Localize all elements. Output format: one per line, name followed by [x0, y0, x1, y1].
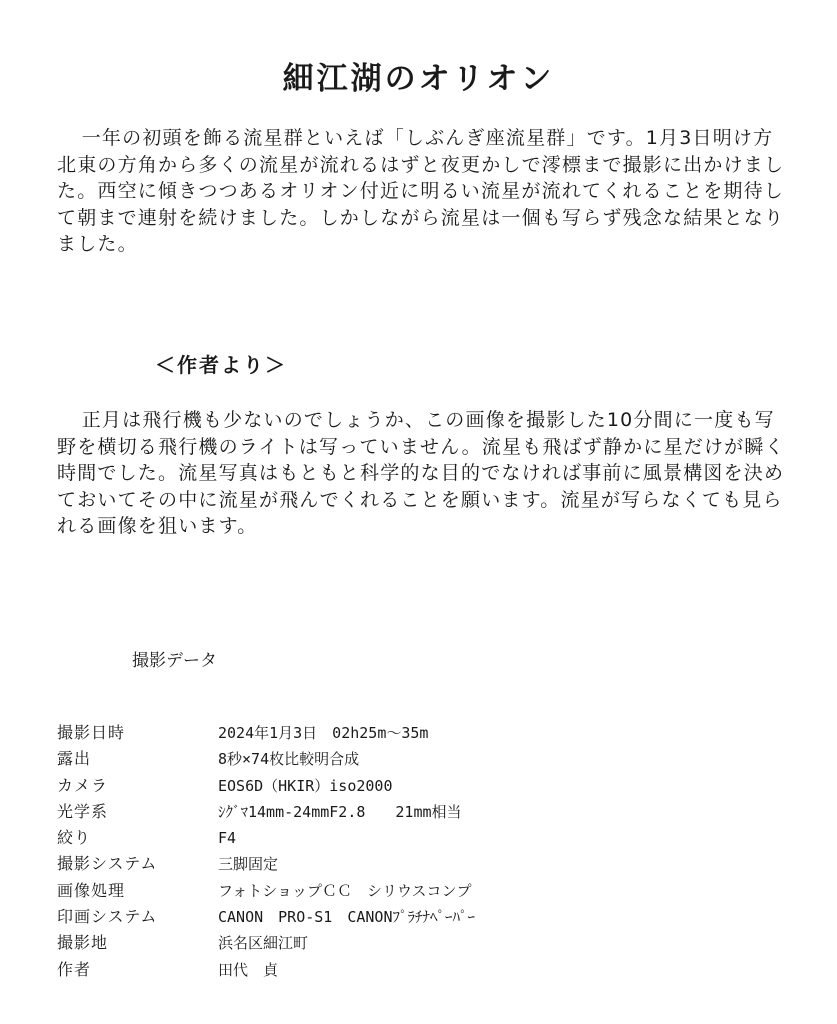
data-value: ｼｸﾞﾏ14mm-24mmF2.8 21mm相当: [218, 802, 462, 821]
table-row: [57, 957, 475, 983]
data-label: 露出: [57, 749, 92, 769]
data-value: CANON PRO-S1 CANONﾌﾟﾗﾁﾅﾍﾟｰﾊﾟｰ: [218, 908, 475, 927]
author-paragraph: 正月は飛行機も少ないのでしょうか、この画像を撮影した10分間に一度も写野を横切る飛行機のライトは写っていません。流星も飛ばず静かに星だけが瞬く時間でした。流星写真はもともと科学的な目的でなければ事前に風景構図を決めておいてその中に流星が飛んでくれることを願います。流星が写らなくても見られる画像を狙います。: [57, 409, 785, 537]
table-row: [57, 720, 475, 746]
data-value: 三脚固定: [218, 855, 279, 874]
data-label: 作者: [57, 959, 92, 979]
data-label: 撮影システム: [57, 854, 158, 874]
data-label: 画像処理: [57, 880, 126, 900]
data-label: 光学系: [57, 801, 109, 821]
data-value: F4: [218, 829, 237, 848]
table-row: [57, 746, 475, 772]
shooting-data-heading: 撮影データ: [132, 651, 217, 671]
intro-paragraph: 一年の初頭を飾る流星群といえば「しぶんぎ座流星群」です。1月3日明け方北東の方角から多くの流星が流れるはずと夜更かしで澪標まで撮影に出かけました。西空に傾きつつあるオリオン付近に明るい流星が流れてくれることを期待して朝まで連射を続けました。しかしながら流星は一個も写らず残念な結果となりました。: [57, 127, 785, 255]
data-value: 8秒×74枚比較明合成: [218, 750, 360, 769]
table-row: [57, 799, 475, 825]
data-label: 絞り: [57, 828, 92, 848]
page-title: 細江湖のオリオン: [282, 60, 555, 97]
data-label: カメラ: [57, 775, 109, 795]
shooting-data-table: [57, 720, 475, 983]
data-label: 撮影地: [57, 933, 109, 953]
table-row: [57, 904, 475, 930]
data-label: 撮影日時: [57, 723, 126, 742]
data-value: フォトショップＣＣ シリウスコンプ: [218, 881, 472, 900]
table-row: [57, 851, 475, 877]
table-row: [57, 878, 475, 904]
data-value: EOS6D（HKIR）iso2000: [218, 776, 393, 795]
table-row: [57, 930, 475, 956]
author-heading: ＜作者より＞: [155, 353, 287, 377]
table-row: [57, 773, 475, 799]
data-value: 浜名区細江町: [218, 934, 309, 953]
data-value: 田代 貞: [218, 960, 279, 979]
data-label: 印画システム: [57, 907, 158, 927]
data-value: 2024年1月3日 02h25m〜35m: [218, 724, 429, 742]
table-row: [57, 825, 475, 851]
